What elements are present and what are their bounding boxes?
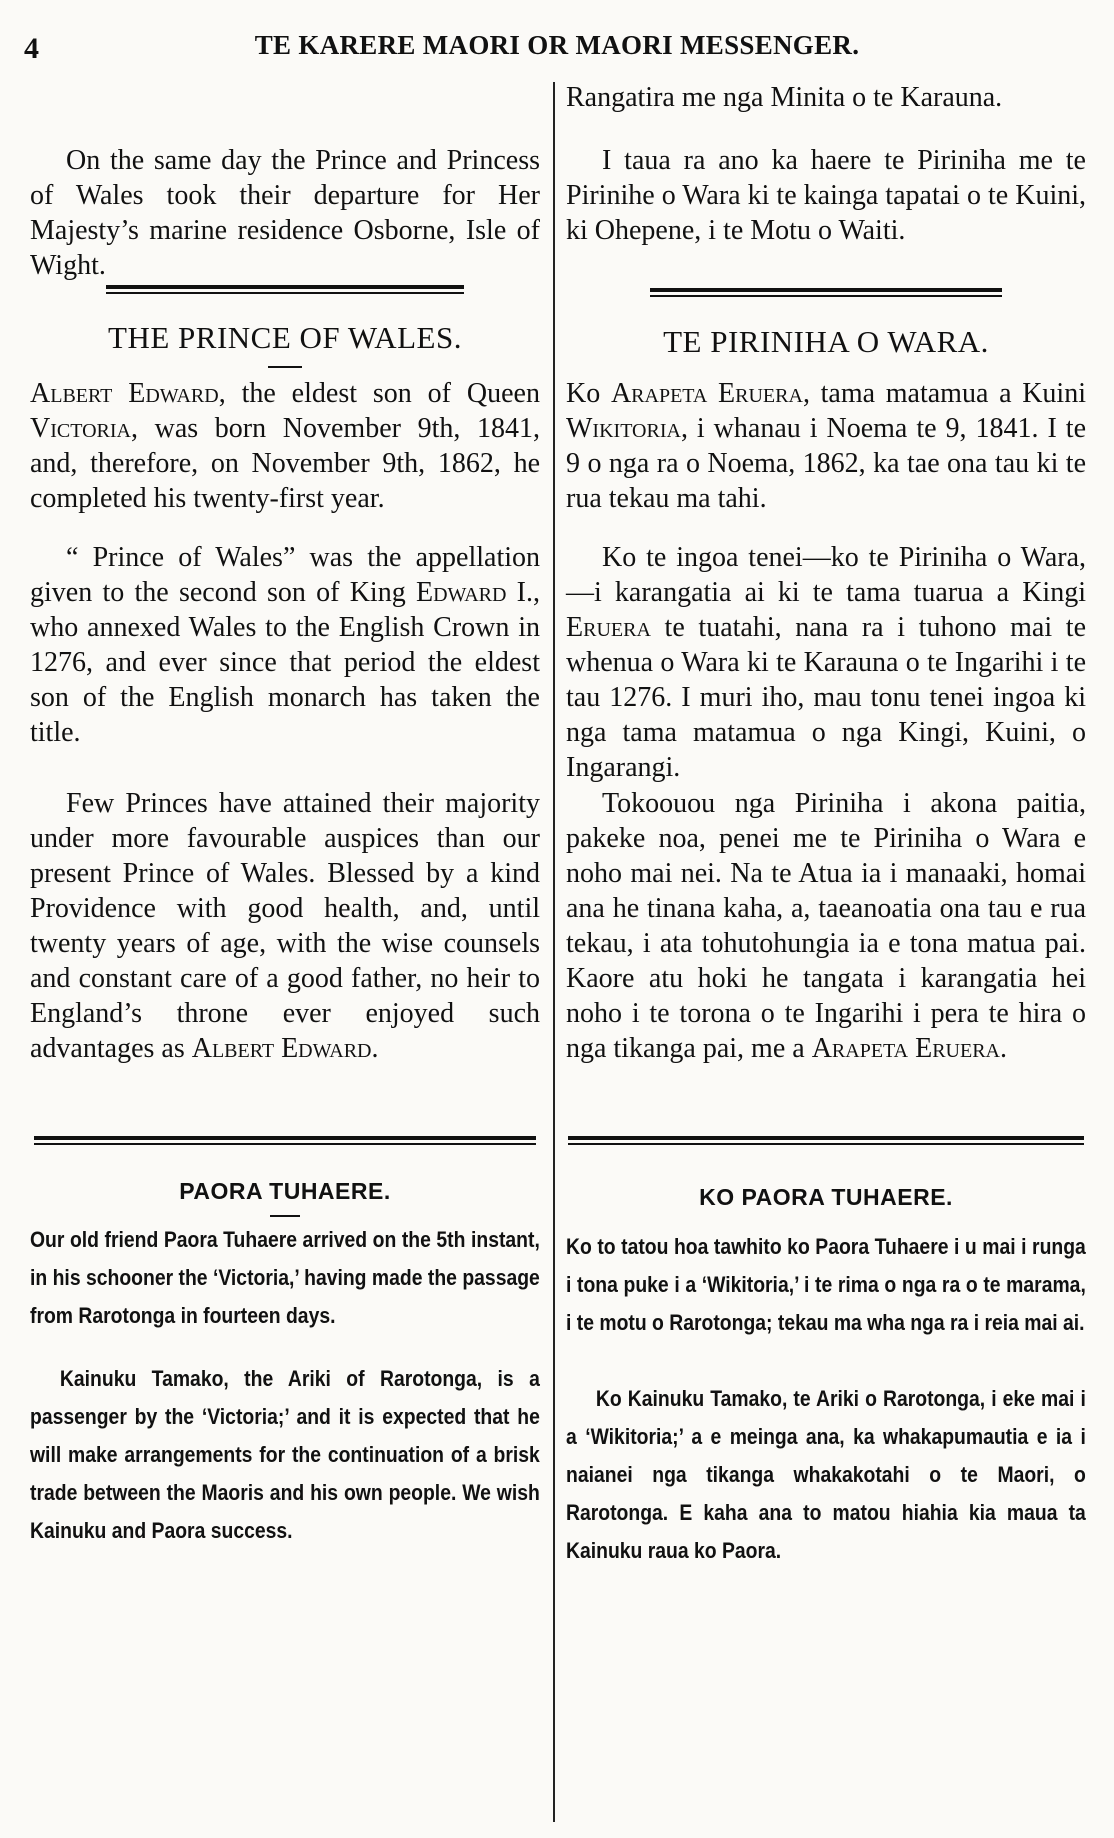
column-divider — [553, 82, 555, 1822]
few-princes-paragraph: Few Princes have attained their majority under more favourable auspices than our present Prince of Wales. Blessed by a kind Providence with good health, and, until twenty years of age, with the wise counsels and constant care of a good father, no heir to England’s throne ever enjoyed such advantages as Albert Edward. — [30, 788, 540, 1064]
ko-paora-paragraph-2: Ko Kainuku Tamako, te Ariki o Rarotonga, i eke mai i a ‘Wikitoria;’ a e meinga ana, ka whakapumautia e ia i naianei nga tikanga whakakotahi o te Maori, o Rarotonga. E kaha ana to matou hiahia kia maua ta Kainuku raua ko Paora. — [566, 1386, 1086, 1563]
section-rule — [566, 1136, 1086, 1140]
heading-dash — [30, 1215, 540, 1217]
section-rule — [30, 285, 540, 289]
heading-te-piriniha: TE PIRINIHA O WARA. — [663, 324, 989, 359]
heading-paora-tuhaere: PAORA TUHAERE. — [179, 1178, 391, 1204]
masthead-title: TE KARERE MAORI OR MAORI MESSENGER. — [254, 30, 860, 60]
heading-prince-of-wales: THE PRINCE OF WALES. — [108, 320, 462, 355]
page-number: 4 — [24, 32, 39, 65]
tokoouou-paragraph: Tokoouou nga Piriniha i akona paitia, pakeke noa, penei me te Piriniha o Wara e noho mai nei. Na te Atua ia i manaaki, homai ana he tinana kaha, a, taeanoatia ona tau e rua tekau, i ata tohutohungia ia e tona matua pai. Kaore atu hoki he tangata i karangatia hei noho i te torona o te Ingarihi i pera te hira o nga tikanga pai, me a Arapeta Eruera. — [566, 788, 1086, 1064]
taua-paragraph: I taua ra ano ka haere te Piriniha me te Pirinihe o Wara ki te kainga tapatai o te Kuini, ki Ohepene, i te Motu o Waiti. — [566, 145, 1086, 246]
heading-ko-paora-tuhaere: KO PAORA TUHAERE. — [699, 1184, 953, 1210]
ingoa-paragraph: Ko te ingoa tenei—ko te Piriniha o Wara,—i karangatia ai ki te tama tuarua a Kingi Eruera te tuatahi, nana ra i tuhono mai te whenua o Wara ki te Karauna o te Ingarihi i te tau 1276. I muri iho, mau tonu tenei ingoa ki nga tama matamua o nga Kingi, Kuini, o Ingarangi. — [566, 542, 1086, 783]
section-rule — [566, 288, 1086, 292]
ko-paora-paragraph-1: Ko to tatou hoa tawhito ko Paora Tuhaere i u mai i runga i tona puke i a ‘Wikitoria,’ i te rima o nga ra o te marama, i te motu o Rarotonga; tekau ma wha nga ra i reia mai ai. — [566, 1234, 1086, 1335]
rangatira-paragraph: Rangatira me nga Minita o te Karauna. — [566, 82, 1003, 113]
paora-paragraph-2: Kainuku Tamako, the Ariki of Rarotonga, is a passenger by the ‘Victoria;’ and it is expected that he will make arrangements for the continuation of a brisk trade between the Maoris and his own people. We wish Kainuku and Paora success. — [30, 1366, 540, 1543]
albert-paragraph: Albert Edward, the eldest son of Queen Victoria, was born November 9th, 1841, and, therefore, on November 9th, 1862, he completed his twenty-first year. — [30, 378, 540, 514]
section-rule — [30, 1136, 540, 1140]
paora-paragraph-1: Our old friend Paora Tuhaere arrived on the 5th instant, in his schooner the ‘Victoria,’ having made the passage from Rarotonga in fourteen days. — [30, 1227, 540, 1328]
departure-paragraph: On the same day the Prince and Princess of Wales took their departure for Her Majesty’s marine residence Osborne, Isle of Wight. — [30, 145, 540, 281]
appellation-paragraph: “ Prince of Wales” was the appellation given to the second son of King Edward I., who annexed Wales to the English Crown in 1276, and ever since that period the eldest son of the English monarch has taken the title. — [30, 542, 541, 748]
heading-dash — [30, 366, 540, 368]
arapeta-paragraph: Ko Arapeta Eruera, tama matamua a Kuini Wikitoria, i whanau i Noema te 9, 1841. I te 9 o nga ra o Noema, 1862, ka tae ona tau ki te rua tekau ma tahi. — [566, 378, 1086, 514]
